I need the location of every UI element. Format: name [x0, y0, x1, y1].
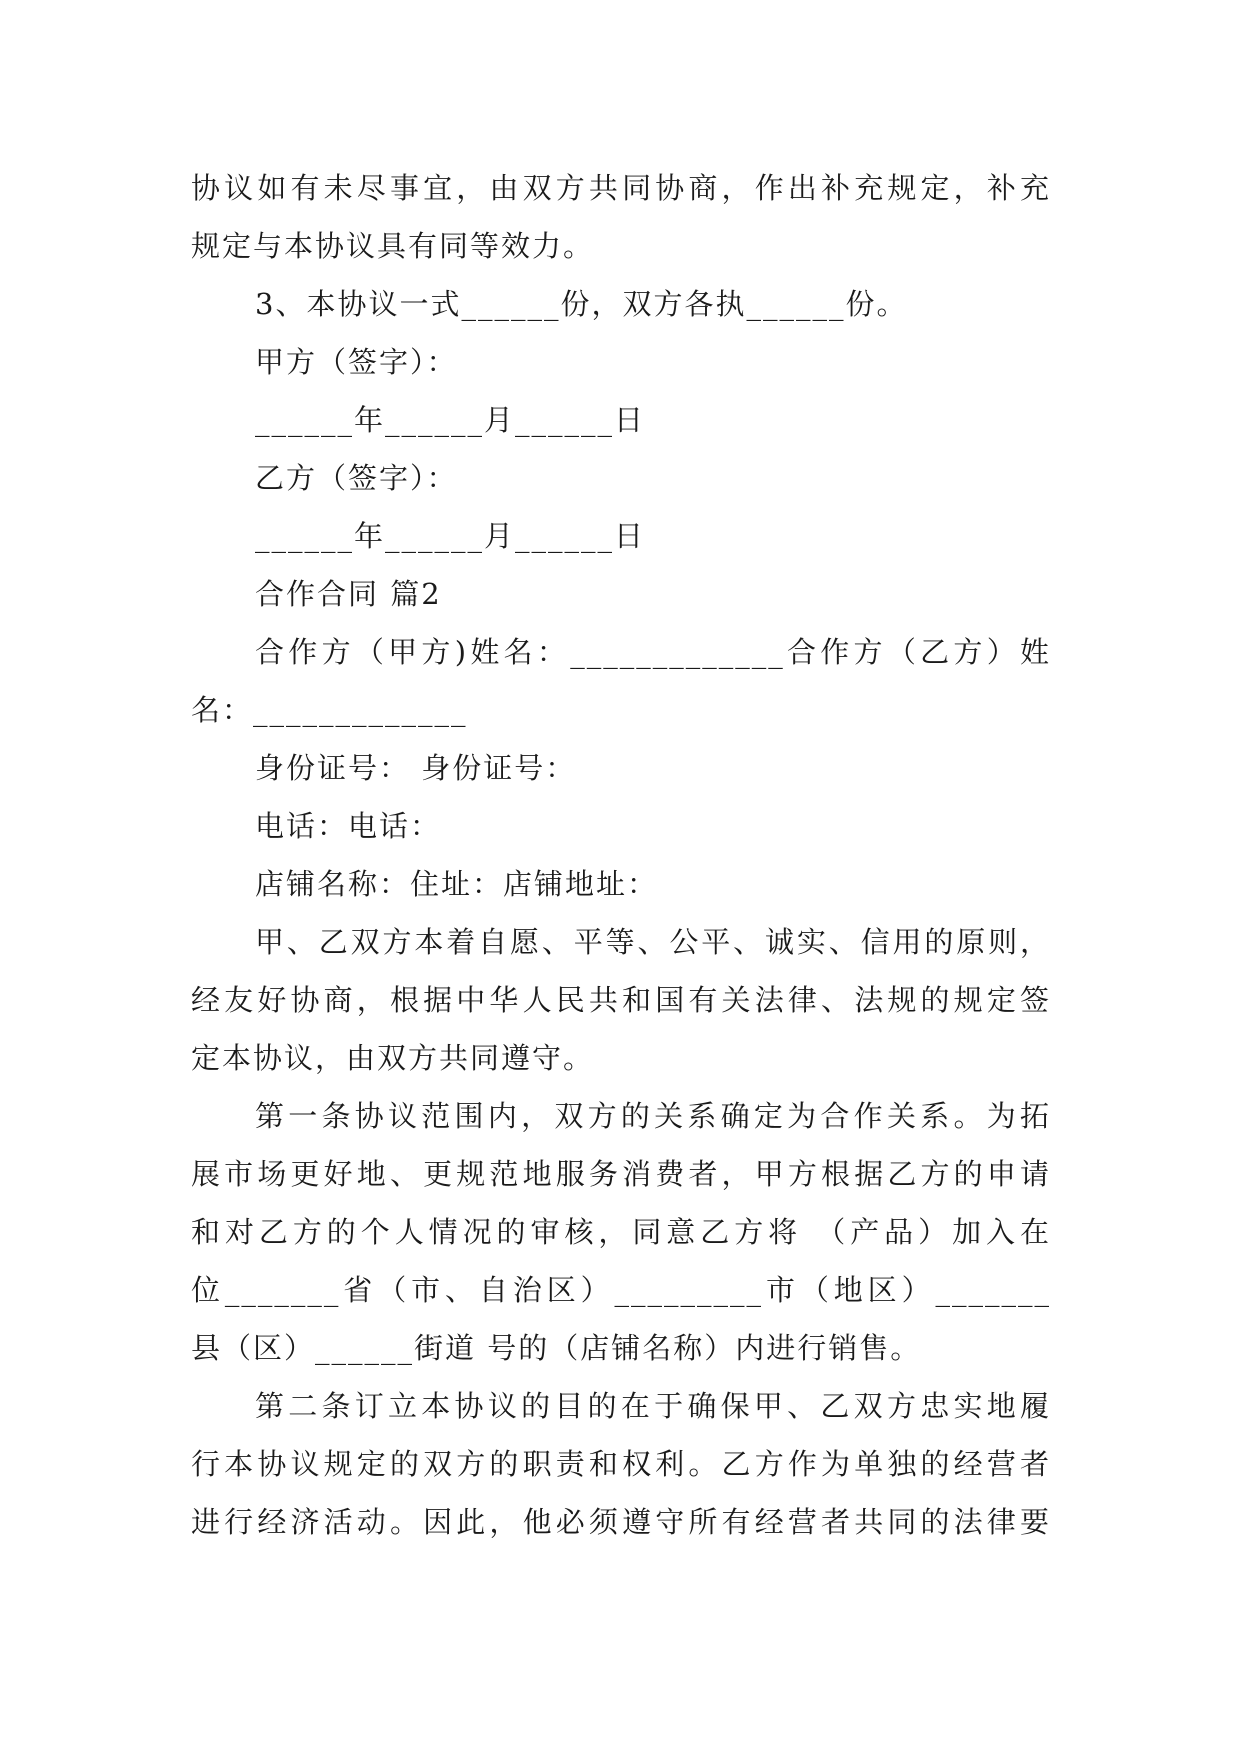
text-line: 规定与本协议具有同等效力。 [191, 229, 595, 263]
text-line: 第二条订立本协议的目的在于确保甲、乙双方忠实地履 [255, 1389, 1051, 1423]
text-line: 电话：电话： [255, 809, 442, 843]
text-line: 展市场更好地、更规范地服务消费者，甲方根据乙方的申请 [191, 1157, 1051, 1191]
text-line: 3、本协议一式______份，双方各执______份。 [255, 287, 908, 321]
text-line: 店铺名称：住址：店铺地址： [255, 867, 659, 901]
text-line: 定本协议，由双方共同遵守。 [191, 1041, 595, 1075]
text-line: 合作合同 篇2 [255, 577, 442, 611]
text-line: ______年______月______日 [255, 519, 646, 553]
text-line: 协议如有未尽事宜，由双方共同协商，作出补充规定，补充 [191, 171, 1051, 205]
text-line: 位_______省（市、自治区）_________市（地区）_______ [191, 1273, 1051, 1307]
text-line: 和对乙方的个人情况的审核，同意乙方将 （产品）加入在 [191, 1215, 1051, 1249]
text-line: ______年______月______日 [255, 403, 646, 437]
text-line: 身份证号： 身份证号： [255, 751, 577, 785]
text-line: 甲方（签字）： [255, 345, 458, 379]
text-line: 经友好协商，根据中华人民共和国有关法律、法规的规定签 [191, 983, 1051, 1017]
text-line: 进行经济活动。因此，他必须遵守所有经营者共同的法律要 [191, 1505, 1051, 1539]
document-body [191, 159, 1051, 1551]
text-line: 第一条协议范围内，双方的关系确定为合作关系。为拓 [255, 1099, 1051, 1133]
text-line: 行本协议规定的双方的职责和权利。乙方作为单独的经营者 [191, 1447, 1051, 1481]
text-line: 甲、乙双方本着自愿、平等、公平、诚实、信用的原则， [255, 925, 1051, 959]
text-line: 乙方（签字）： [255, 461, 458, 495]
text-line: 县（区）______街道 号的（店铺名称）内进行销售。 [191, 1331, 922, 1365]
text-line: 合作方（甲方)姓名：_____________合作方（乙方）姓 [255, 635, 1051, 669]
text-line: 名：_____________ [191, 693, 468, 727]
